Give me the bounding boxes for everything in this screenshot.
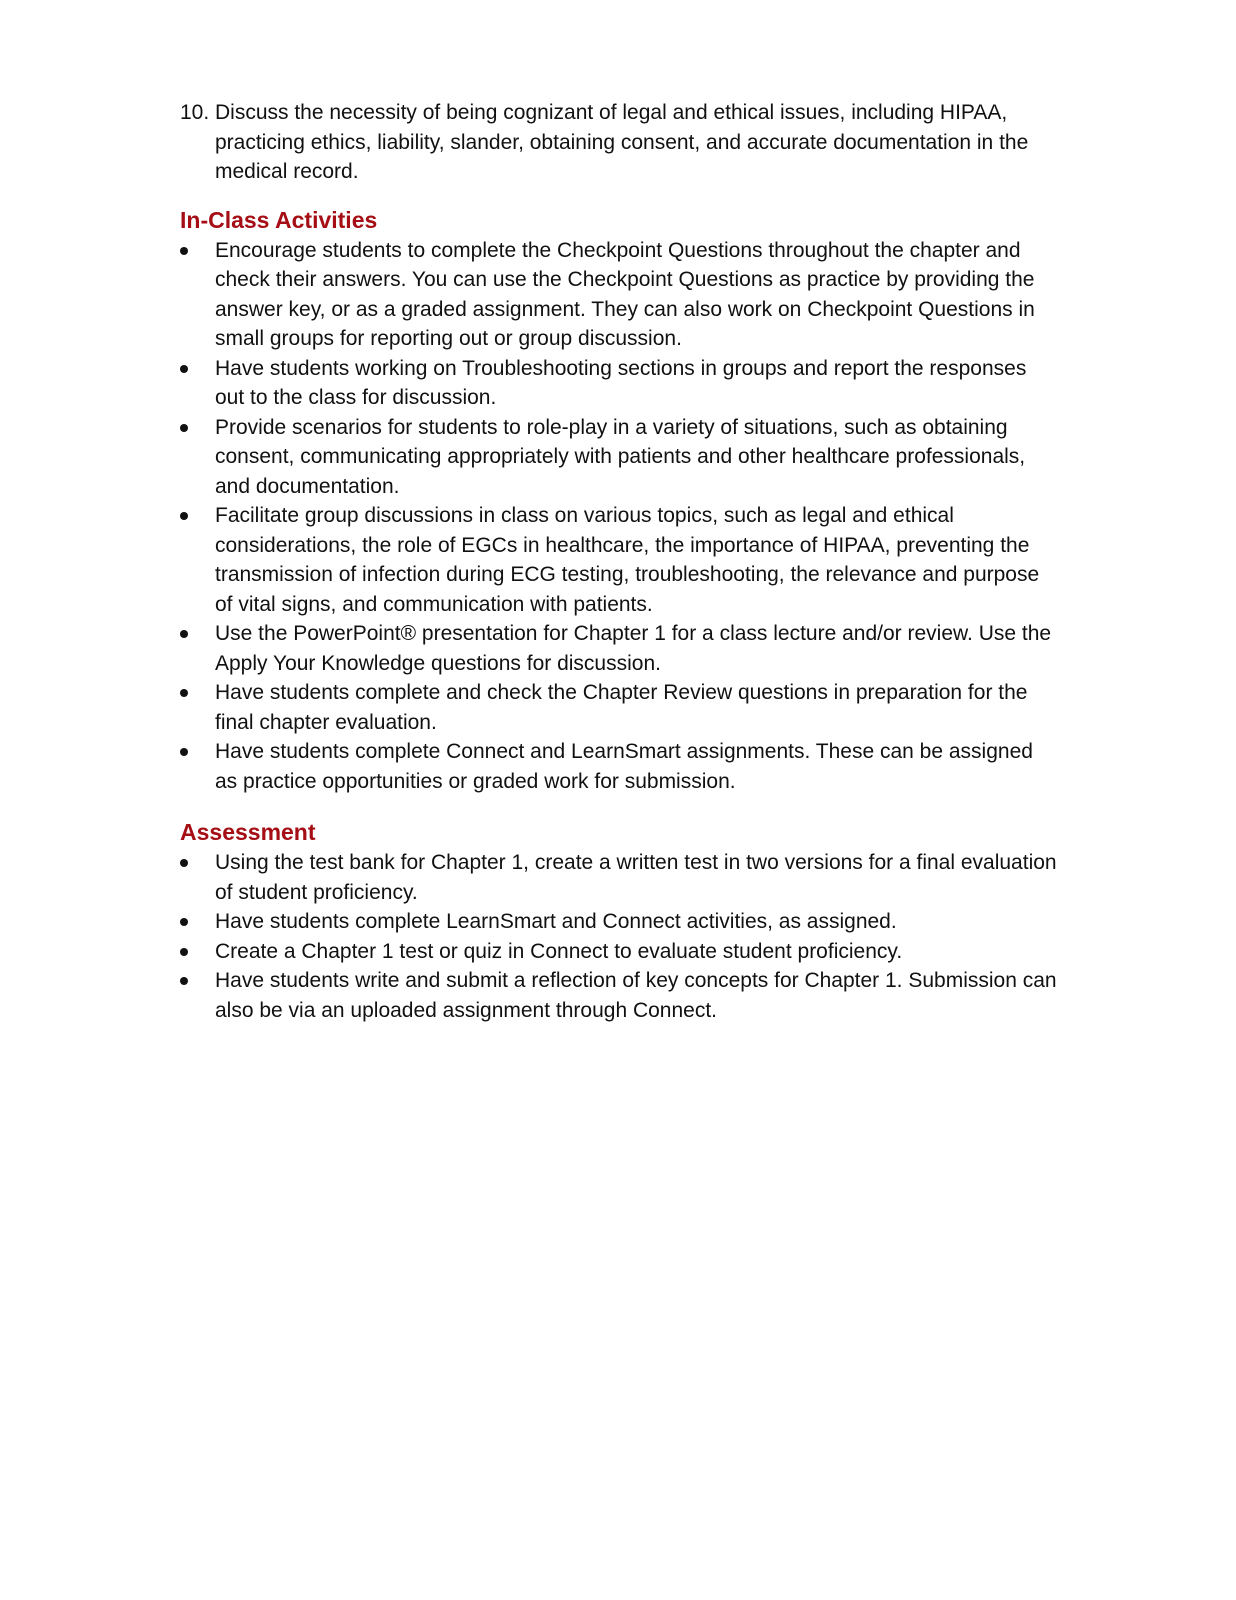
bullet-icon <box>180 247 188 255</box>
assessment-heading: Assessment <box>180 819 316 845</box>
list-item <box>180 937 1060 967</box>
list-item-text: Have students complete and check the Chapter Review questions in preparation for the final chapter evaluation. <box>215 681 1028 734</box>
list-item <box>180 354 1060 413</box>
list-item-text: Create a Chapter 1 test or quiz in Connect to evaluate student proficiency. <box>215 939 903 963</box>
bullet-icon <box>180 859 188 867</box>
list-item <box>180 413 1060 502</box>
bullet-icon <box>180 948 188 956</box>
list-item-text: Use the PowerPoint® presentation for Chapter 1 for a class lecture and/or review. Use the Apply Your Knowledge questions for discussion. <box>215 622 1052 675</box>
list-item-text: Have students working on Troubleshooting sections in groups and report the responses out to the class for discussion. <box>215 356 1027 409</box>
in-class-activities-heading: In-Class Activities <box>180 206 378 233</box>
list-item-text: Provide scenarios for students to role-play in a variety of situations, such as obtaining consent, communicating appropriately with patients and other healthcare professionals, and documentation. <box>215 415 1026 498</box>
bullet-icon <box>180 512 188 520</box>
list-item-text: Using the test bank for Chapter 1, create a written test in two versions for a final evaluation of student proficiency. <box>215 851 1057 904</box>
objective-number: 10. <box>180 101 210 124</box>
list-item-text: Have students complete Connect and LearnSmart assignments. These can be assigned as practice opportunities or graded work for submission. <box>215 740 1033 793</box>
list-item <box>180 737 1060 796</box>
list-item <box>180 678 1060 737</box>
objective-text: Discuss the necessity of being cognizant of legal and ethical issues, including HIPAA, practicing ethics, liability, slander, obtaining consent, and accurate documentation in the medical record. <box>215 101 1029 183</box>
bullet-icon <box>180 748 188 756</box>
list-item-text: Have students write and submit a reflection of key concepts for Chapter 1. Submission can also be via an uploaded assignment through Connect. <box>215 969 1057 1022</box>
bullet-icon <box>180 630 188 638</box>
list-item-text: Encourage students to complete the Checkpoint Questions throughout the chapter and check their answers. You can use the Checkpoint Questions as practice by providing the answer key, or as a graded assignment. They can also work on Checkpoint Questions in small groups for reporting out or group discussion. <box>215 238 1035 350</box>
bullet-icon <box>180 689 188 697</box>
list-item <box>180 501 1060 619</box>
list-item <box>180 236 1060 354</box>
bullet-icon <box>180 365 188 373</box>
bullet-icon <box>180 977 188 985</box>
list-item <box>180 619 1060 678</box>
list-item <box>180 848 1060 907</box>
list-item-text: Facilitate group discussions in class on various topics, such as legal and ethical considerations, the role of EGCs in healthcare, the importance of HIPAA, preventing the transmission of infection during ECG testing, troubleshooting, the relevance and purpose of vital signs, and communication with patients. <box>215 504 1040 616</box>
bullet-icon <box>180 918 188 926</box>
list-item-text: Have students complete LearnSmart and Connect activities, as assigned. <box>215 910 897 933</box>
list-item <box>180 907 1060 937</box>
bullet-icon <box>180 424 188 432</box>
document-content <box>180 98 1060 1025</box>
in-class-activities-list <box>180 236 1060 797</box>
list-item <box>180 966 1060 1025</box>
assessment-list <box>180 848 1060 1025</box>
objective-item-10 <box>180 98 1060 187</box>
